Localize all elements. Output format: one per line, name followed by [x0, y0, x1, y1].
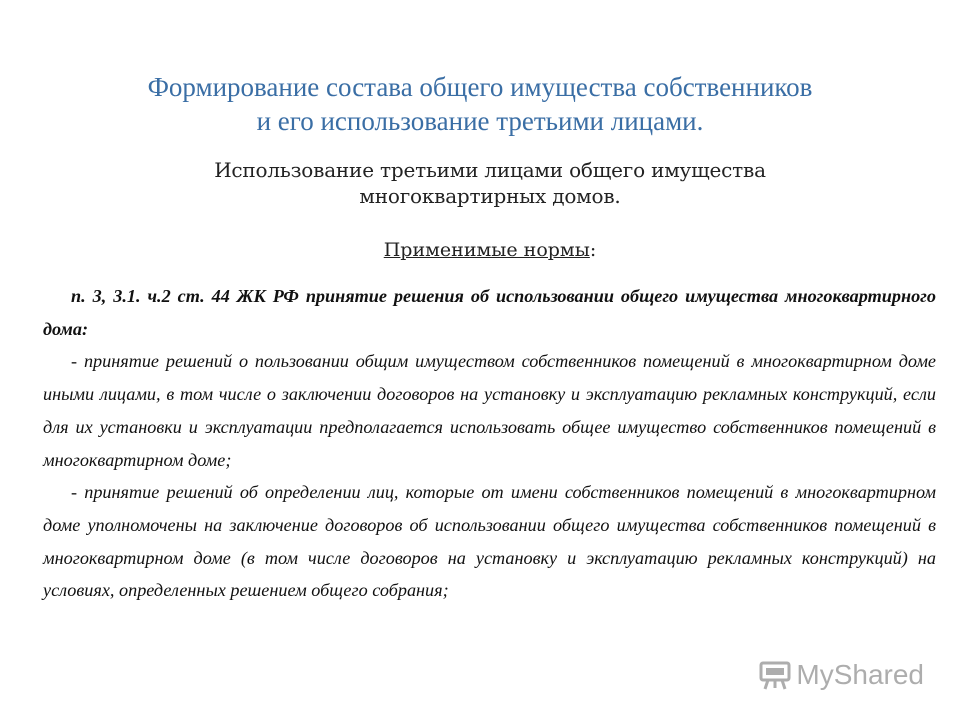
applicable-norms-colon: : — [589, 239, 597, 261]
legal-reference-paragraph: п. 3, 3.1. ч.2 ст. 44 ЖК РФ принятие решения об использовании общего имущества многоквартирного дома: — [43, 286, 936, 339]
slide-body — [43, 280, 936, 607]
watermark-logo — [758, 658, 924, 692]
list-item: - принятие решений о пользовании общим имуществом собственников помещений в многоквартирном доме иными лицами, в том числе о заключении договоров на установку и эксплуатацию рекламных конструкций, если для их установки и эксплуатации предполагается использовать общее имущество собственников помещений в многоквартирном доме; — [43, 351, 936, 470]
applicable-norms-heading — [300, 238, 680, 262]
slide-title-line2: и его использование третьими лицами. — [256, 106, 704, 136]
list-item: - принятие решений об определении лиц, которые от имени собственников помещений в многоквартирном доме уполномочены на заключение договоров об использовании общего имущества собственников помещений в многоквартирном доме (в том числе договоров на установку и эксплуатацию рекламных конструкций) на условиях, определенных решением общего собрания; — [43, 482, 936, 601]
presentation-board-icon — [758, 658, 792, 692]
slide-subtitle-line2: многоквартирных домов. — [359, 184, 621, 208]
watermark-text: MyShared — [796, 659, 924, 690]
slide-subtitle — [140, 157, 840, 209]
slide-subtitle-line1: Использование третьими лицами общего имущества — [214, 158, 766, 182]
slide-title-line1: Формирование состава общего имущества собственников — [147, 72, 813, 102]
slide-title — [40, 70, 920, 138]
applicable-norms-label: Применимые нормы — [383, 239, 590, 261]
